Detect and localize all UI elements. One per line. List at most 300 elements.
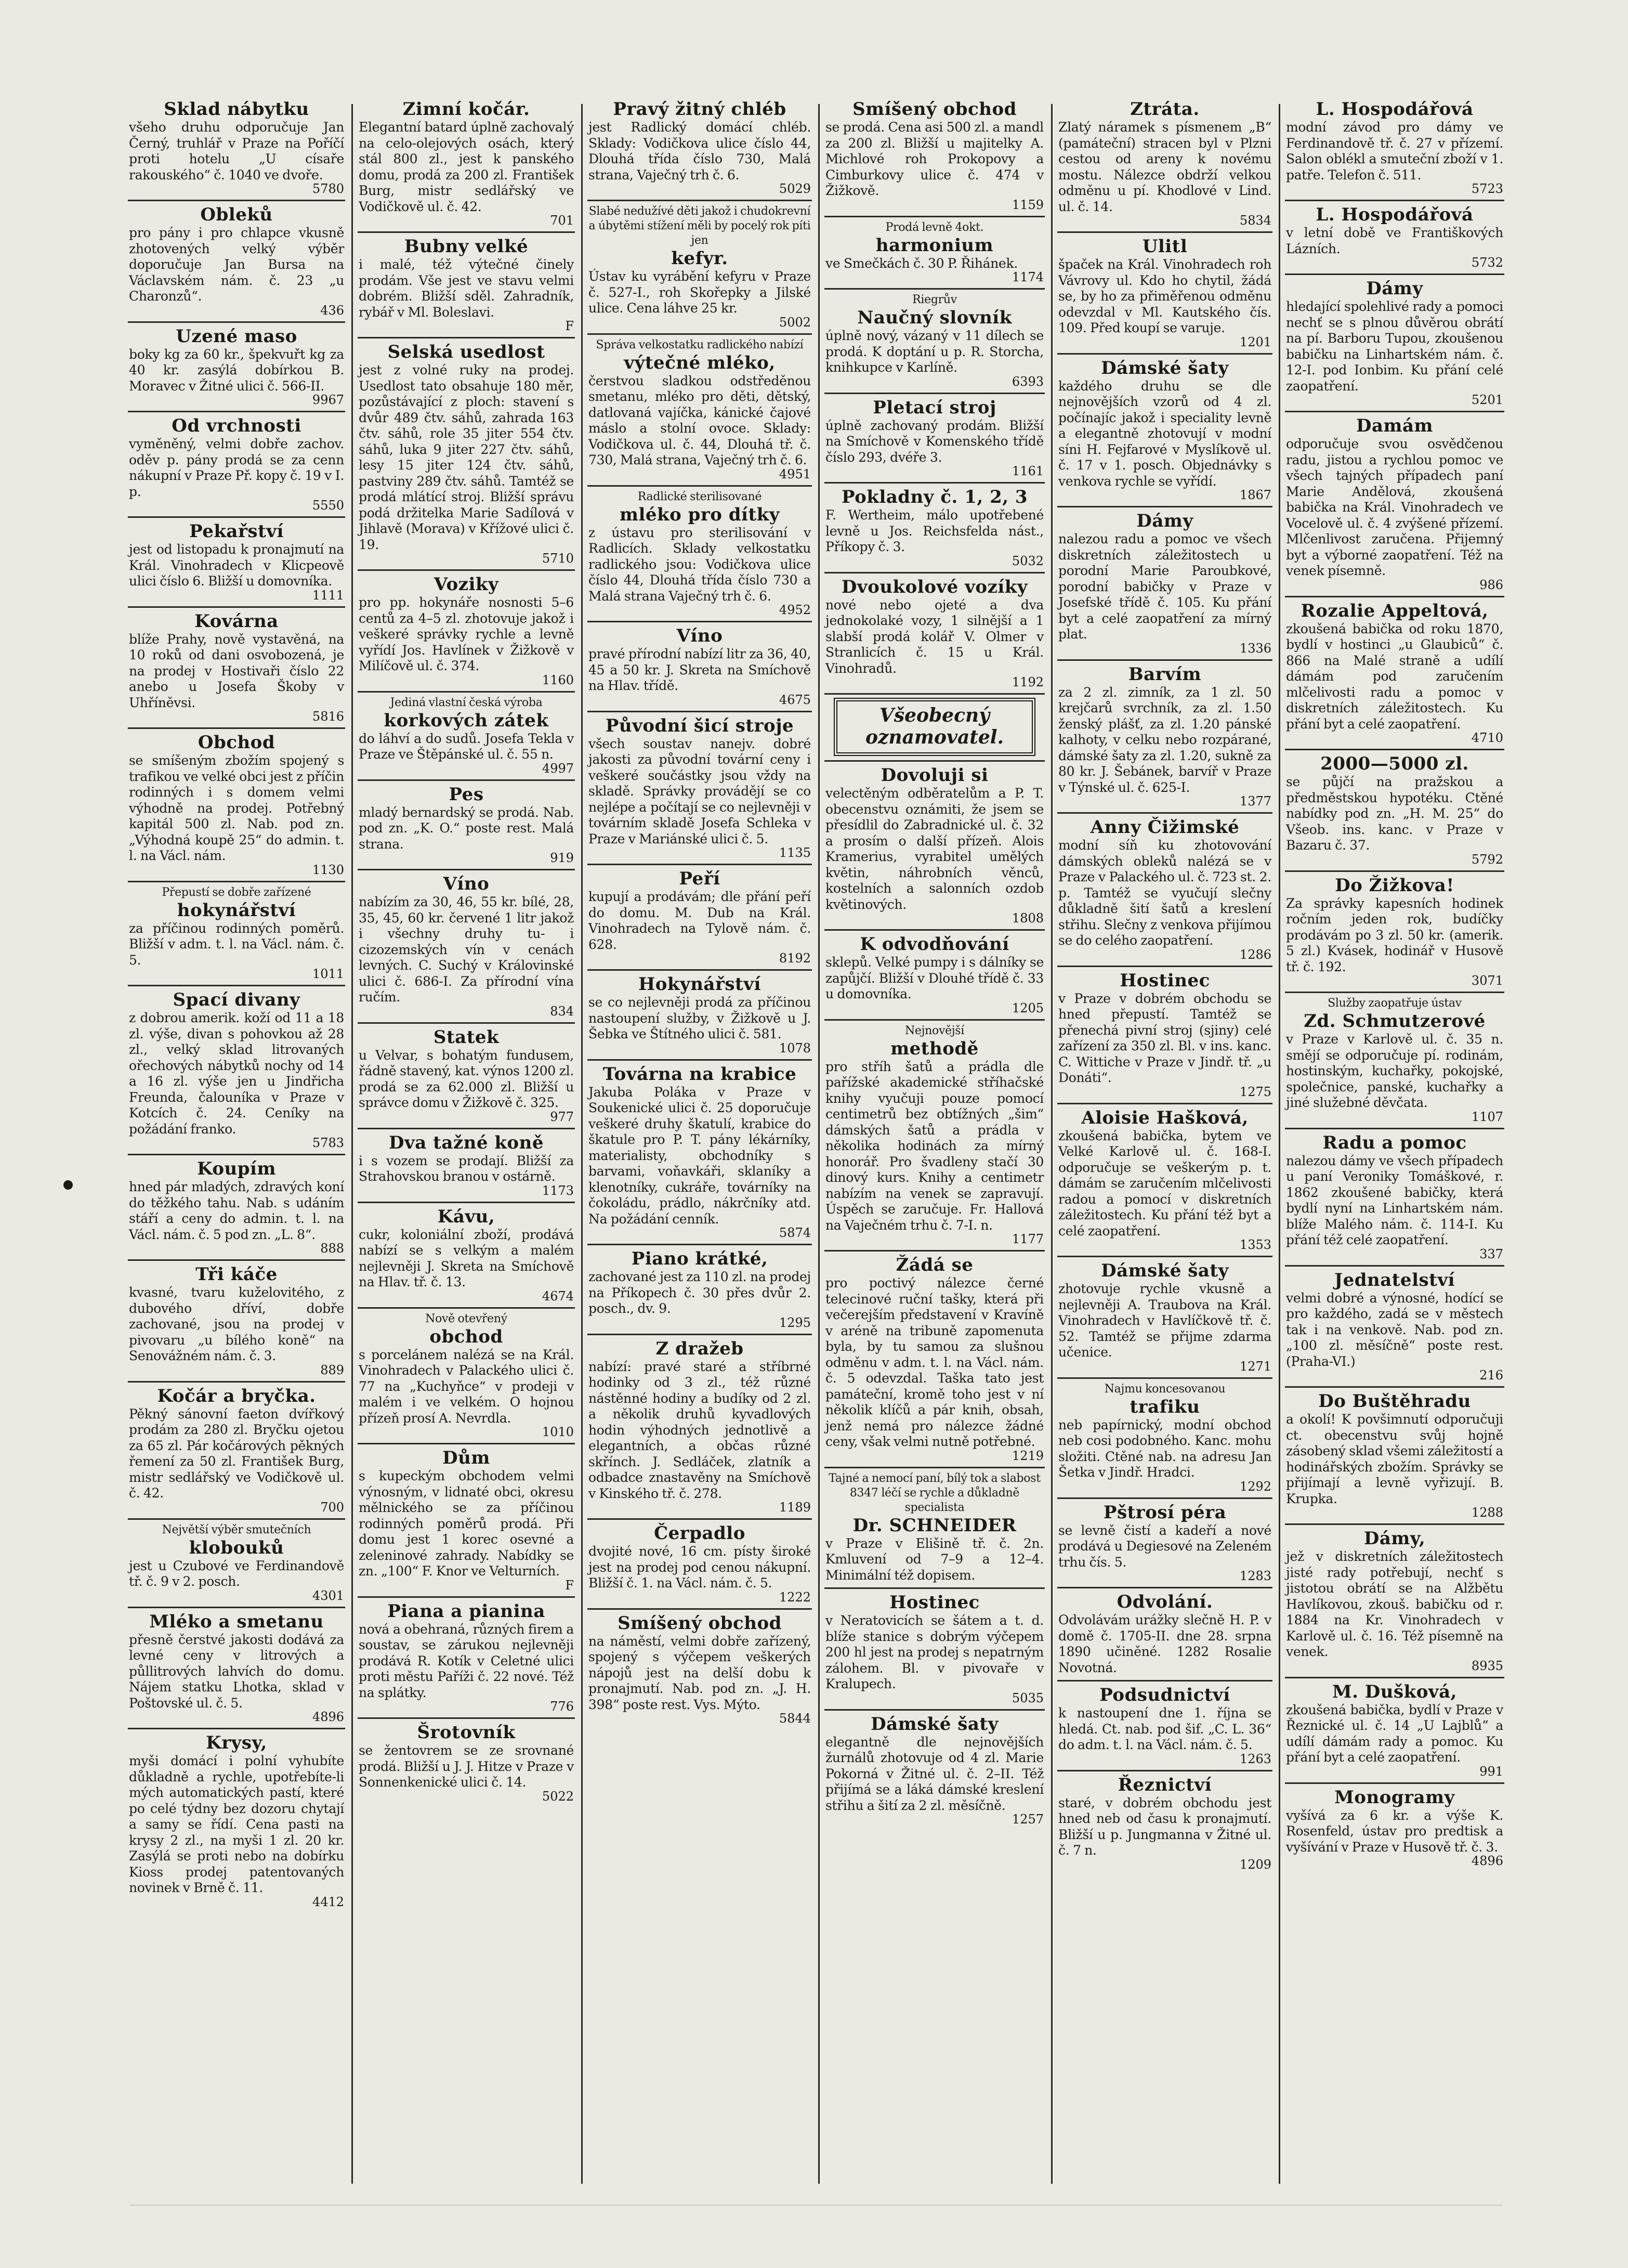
- ad-heading: Pes: [449, 784, 484, 805]
- ad-body: i s vozem se prodají. Bližší za Strahovskou branou v ostárně.: [359, 1153, 574, 1184]
- ad-heading: 2000—5000 zl.: [1320, 753, 1469, 774]
- ad-heading: Obleků: [200, 204, 273, 225]
- ad-separator: [128, 985, 345, 986]
- ad-number: 1205: [1012, 1000, 1044, 1015]
- classified-ad: [821, 765, 1048, 925]
- ad-number: 1271: [1239, 1359, 1271, 1374]
- classified-ad: [584, 868, 815, 965]
- ad-heading: Kávu,: [437, 1206, 495, 1227]
- classified-ad: [125, 1732, 348, 1909]
- ad-preheading: Nově otevřený: [425, 1312, 507, 1325]
- classified-ad: [1054, 358, 1276, 502]
- ad-body: se prodá. Cena asi 500 zl. a mandl za 200 zl. Bližší u majitelky A. Michlové roh Prokopovy a Cimburkovy ulice č. 474 v Žižkově.: [825, 120, 1044, 198]
- ad-separator: [1057, 1770, 1272, 1771]
- ad-number: 4896: [312, 1710, 344, 1724]
- ad-body: modní závod pro dámy ve Ferdinandově tř. č. 27 v přízemí. Salon oblékl a smuteční zboží v 1. patře. Telefon č. 511.: [1286, 120, 1503, 183]
- classified-ad: [1282, 1682, 1507, 1778]
- ad-number: 1177: [1012, 1232, 1044, 1246]
- ad-heading: Továrna na krabice: [602, 1063, 797, 1085]
- ad-heading: Dámy: [1136, 511, 1193, 531]
- classified-ad: [125, 1523, 348, 1602]
- ad-number: 889: [320, 1362, 344, 1377]
- ad-separator: [128, 1607, 345, 1608]
- classified-ad: [125, 1264, 348, 1377]
- ad-body: staré, v dobrém obchodu jest hned neb od času k pronajmutí. Bližší u p. Jungmanna v Žitné ul. č. 7 n.: [1058, 1795, 1271, 1858]
- ad-number: 6393: [1012, 374, 1044, 389]
- classified-ad: [1282, 753, 1507, 866]
- classified-ad: [584, 1064, 815, 1240]
- classified-ad: [821, 220, 1048, 284]
- ad-preheading: Jediná vlastní česká výroba: [390, 696, 543, 709]
- classified-ad: [355, 236, 578, 333]
- ad-number: 1295: [779, 1315, 811, 1330]
- ad-separator: [587, 864, 812, 865]
- classified-ad: [355, 1448, 578, 1592]
- ad-heading: Pravý žitný chléb: [613, 99, 786, 120]
- ad-separator: [128, 200, 345, 201]
- ad-separator: [587, 969, 812, 971]
- ad-heading: Hokynářství: [638, 974, 761, 995]
- ad-heading: Aloisie Hašková,: [1081, 1107, 1249, 1128]
- classified-ad: [355, 1601, 578, 1714]
- ad-body: zachované jest za 110 zl. na prodej na Příkopech č. 30 přes dvůr 2. posch., dv. 9.: [588, 1269, 811, 1316]
- ad-number: 8935: [1471, 1658, 1503, 1673]
- ad-heading: Čerpadlo: [654, 1523, 745, 1544]
- ad-separator: [1285, 596, 1504, 597]
- classified-ad: [1054, 1382, 1276, 1493]
- ad-body: nalezou radu a pomoc ve všech diskretních záležitostech u porodní Marie Paroubkové, porodní babičky v Praze v Josefské třídě č. 105. Ku přání byt a celé zaopatření za mírný plat.: [1058, 531, 1271, 642]
- ad-body: jež v diskretních záležitostech jisté rady potřebují, nechť s jistotou obrátí se na Alžbětu Havlíkovou, zkouš. babičku od r. 1884 na Kr. Vinohradech v Karlově ul. č. 16. Též písemně na venek.: [1286, 1549, 1503, 1659]
- ad-body: z dobrou amerik. koží od 11 a 18 zl. výše, divan s pohovkou až 28 zl., velký sklad litrovaných ořechových nábytků nochy od 14 a 16 zl. výše jen u Jindřicha Freunda, čalouníka v Praze v Kotcích č. 24. Ceníky na požádání franko.: [129, 1010, 344, 1137]
- newspaper-page: [125, 99, 1507, 2189]
- ad-separator: [358, 1022, 575, 1024]
- ad-separator: [128, 1259, 345, 1261]
- classified-ad: [1282, 1528, 1507, 1673]
- ad-heading: Hostinec: [1120, 970, 1210, 991]
- ad-separator: [128, 606, 345, 608]
- ad-heading: Dámské šaty: [1101, 1260, 1229, 1281]
- classified-ad: [584, 1613, 815, 1726]
- ad-body: nová a obehraná, různých firem a soustav, se zárukou nejlevněji prodává R. Kotík v Celetné ulici proti městu Paříži č. 22 nové. Též na splátky.: [359, 1621, 574, 1700]
- ad-number: 701: [550, 213, 574, 228]
- ad-heading: Dámské šaty: [1101, 357, 1229, 379]
- ad-body: ve Smečkách č. 30 P. Řihánek.: [825, 255, 1018, 271]
- column-rule: [818, 104, 820, 2184]
- ad-number: 1160: [542, 672, 574, 687]
- ad-number: 1173: [542, 1183, 574, 1198]
- ad-number: 977: [550, 1109, 574, 1124]
- ad-body: blíže Prahy, nově vystavěná, na 10 roků od dani osvobozená, je na prodej v Hostivaři číslo 22 anebo u Josefa Škoby v Uhříněvsi.: [129, 631, 344, 710]
- ad-number: 1161: [1012, 464, 1044, 478]
- ad-body: všech soustav nanejv. dobré jakosti za původní tovární ceny i veškeré součástky jsou vždy na skladě. Správky provádějí se co nejlépe a počítají se co nejlevněji v továrním skladě Josefa Schleka v Praze v Mariánské ulici č. 5.: [588, 736, 811, 846]
- ad-body: se žentovrem se ze srovnané prodá. Bližší u J. J. Hitze v Praze v Sonnenkenické ulici č. 14.: [359, 1743, 574, 1790]
- ad-number: F: [565, 319, 574, 333]
- classified-ad: [355, 784, 578, 865]
- ad-separator: [358, 569, 575, 571]
- ad-body: za příčinou rodinných poměrů. Bližší v adm. t. l. na Václ. nám. č. 5.: [129, 920, 344, 968]
- ad-separator: [824, 1250, 1045, 1252]
- ad-heading: Smíšený obchod: [618, 1612, 782, 1634]
- ad-body: Odvolávám urážky slečně H. P. v domě č. 1705-II. dne 28. srpna 1890 učiněné. 1282 Rosalie Novotná.: [1058, 1612, 1271, 1675]
- classified-ad: [584, 338, 815, 481]
- ad-body: odporučuje svou osvědčenou radu, jistou a rychlou pomoc ve všech tajných případech paní Marie Andělová, zkoušená babička na Král. Vinohradech ve Vocelově ul. č. 4 zvýšené přízemí. Mlčenlivost zaručena. Přijemný byt a výborné zaopatření. Též na venek písemně.: [1286, 436, 1503, 578]
- ad-separator: [358, 691, 575, 693]
- ad-separator: [128, 1381, 345, 1383]
- ad-number: 5550: [312, 498, 344, 513]
- ad-number: 776: [550, 1699, 574, 1714]
- ad-body: jest z volné ruky na prodej. Usedlost tato obsahuje 180 měr, pozůstávající z ploch: stavení s dvůr 489 čtv. sáhů, zahrada 163 čtv. sáhů, role 35 jiter 554 čtv. sáhů, luka 9 jiter 227 čtv. sáhů, lesy 15 jiter 124 čtv. sáhů, pastviny 289 čtv. sáhů. Tamtéž se prodá mlátící stroj. Bližší správu podá držitelka Marie Sadílová v Jihlavě (Morava) v Křížové ulici č. 19.: [359, 362, 574, 552]
- ad-body: s porcelánem nalézá se na Král. Vinohradech v Palackého ulici č. 77 na „Kuchyňce“ v prodeji v malém i ve velkém. O hojnou přízeň prosí A. Nevrdla.: [359, 1347, 574, 1426]
- ad-heading: Tři káče: [195, 1264, 278, 1285]
- classified-ad: [355, 574, 578, 687]
- ad-separator: [824, 482, 1045, 484]
- ad-heading: Víno: [676, 625, 723, 646]
- ad-number: 888: [320, 1241, 344, 1256]
- ad-body: Zlatý náramek s písmenem „B“ (památeční) stracen byl v Plzni cestou od areny k novému mostu. Nálezce obdrží velkou odměnu u pí. Khodlové v Lind. ul. č. 14.: [1058, 120, 1271, 214]
- ad-heading: Radu a pomoc: [1322, 1132, 1467, 1153]
- classified-ad: [1054, 1260, 1276, 1373]
- ad-number: 700: [320, 1500, 344, 1515]
- ad-body: v Neratovicích se šátem a t. d. blíže stanice s dobrým výčepem 200 hl jest na prodej s nepatrným zálohem. Bl. v pivovaře v Kralupech.: [825, 1613, 1044, 1691]
- ad-number: 5874: [779, 1226, 811, 1240]
- classified-ad: [1054, 817, 1276, 961]
- ad-separator: [1285, 1523, 1504, 1525]
- ad-body: Ústav ku vyrábění kefyru v Praze č. 527-I., roh Skořepky a Jilské ulice. Cena láhve 25 kr.: [588, 269, 811, 316]
- ad-separator: [587, 485, 812, 487]
- ad-separator: [128, 881, 345, 882]
- ad-body: v Praze v dobrém obchodu se hned přepustí. Tamtéž se přenechá pivní stroj (sjiny) celé zařízení za 350 zl. Bl. v ins. kanc. C. Wittiche v Praze v Jindř. tř. „u Donáti“.: [1058, 990, 1271, 1085]
- ad-body: úplně zachovaný prodám. Bližší na Smíchově v Komenského třídě číslo 293, dvéře 3.: [825, 418, 1044, 465]
- classified-ad: [1282, 1787, 1507, 1868]
- ad-heading: mléko pro dítky: [619, 504, 780, 525]
- ad-number: 337: [1479, 1246, 1503, 1261]
- ad-heading: Řeznictví: [1118, 1774, 1212, 1795]
- ad-number: 991: [1479, 1764, 1503, 1779]
- classified-ad: [355, 1312, 578, 1439]
- ad-number: 4896: [1471, 1854, 1503, 1868]
- ad-number: 3071: [1471, 973, 1503, 988]
- ad-separator: [128, 1728, 345, 1729]
- ad-heading: Víno: [443, 874, 490, 894]
- classified-ad: [1282, 1132, 1507, 1261]
- ad-separator: [1057, 812, 1272, 814]
- ad-number: 216: [1479, 1368, 1503, 1383]
- classified-ad: [125, 732, 348, 877]
- section-heading-box: Všeobecný oznamovatel.: [834, 698, 1035, 756]
- ad-separator: [1057, 231, 1272, 233]
- ad-heading: Damám: [1356, 415, 1433, 436]
- ad-separator: [587, 1608, 812, 1610]
- ad-body: myši domácí i polní vyhubíte důkladně a rychle, upotřebíte-li mých automatických pastí, které po celé týdny bez dozoru chytají a samy se řídí. Cena pasti na krysy 2 zl., na myši 1 zl. 20 kr. Zasýlá se proti nebo na dobírku Kioss prodej patentovaných novinek v Brně č. 11.: [129, 1753, 344, 1895]
- ad-number: 5834: [1239, 213, 1271, 228]
- ad-heading: Pštrosí péra: [1103, 1502, 1227, 1523]
- ad-separator: [1285, 273, 1504, 275]
- ad-number: 4952: [779, 603, 811, 617]
- ad-heading: Od vrchnosti: [172, 415, 301, 436]
- ad-separator: [587, 333, 812, 335]
- classified-ad: [1054, 1502, 1276, 1583]
- ad-heading: Dr. SCHNEIDER: [852, 1515, 1017, 1536]
- ad-heading: Do Buštěhradu: [1318, 1391, 1471, 1412]
- ad-separator: [1285, 1677, 1504, 1678]
- ad-heading: Uzené maso: [176, 325, 297, 347]
- classified-ad: [584, 490, 815, 617]
- ad-number: 1135: [779, 845, 811, 860]
- ad-body: a okolí! K povšimnutí odporučuji ct. obecenstvu svůj hojně zásobený sklad všemi záležitostí a hodinářských zbožím. Správky se přijímají a levně vyřizují. B. Krupka.: [1286, 1412, 1503, 1506]
- ad-body: dvojité nové, 16 cm. písty široké jest na prodej pod cenou nákupní. Bližší č. 1. na Václ. nám. č. 5.: [588, 1544, 811, 1591]
- ad-body: do láhví a do sudů. Josefa Tekla v Praze ve Štěpánské ul. č. 55 n.: [359, 731, 574, 762]
- ad-body: velmi dobré a výnosné, hodící se pro každého, zadá se v městech tak i na venkově. Nab. pod zn. „100 zl. měsíčně“ poste rest. (Praha-VI.): [1286, 1290, 1503, 1369]
- ad-heading: Piana a pianina: [387, 1600, 545, 1622]
- ad-heading: Dva tažné koně: [389, 1132, 544, 1153]
- classified-ad: [125, 1158, 348, 1255]
- ad-heading: Monogramy: [1334, 1787, 1455, 1808]
- ad-heading: Dámy,: [1363, 1528, 1426, 1549]
- ad-number: 1209: [1239, 1857, 1271, 1872]
- column-6: [1282, 99, 1507, 2189]
- classified-ad: [355, 1027, 578, 1124]
- classified-ad: [1054, 99, 1276, 227]
- ad-heading: Spací divany: [173, 989, 300, 1010]
- ad-body: Elegantní batard úplně zachovalý na celo-olejových osách, který stál 800 zl., jest k panského domu, prodá za 200 zl. František Burg, mistr sedlářský ve Vodičkově ul. č. 42.: [359, 120, 574, 214]
- ad-separator: [358, 779, 575, 781]
- ad-separator: [824, 1587, 1045, 1589]
- classified-ad: [1282, 996, 1507, 1124]
- ad-body: zhotovuje rychle vkusně a nejlevněji A. Traubova na Král. Vinohradech v Havlíčkově tř. č. 52. Tamtéž se přijme zdarma učenice.: [1058, 1281, 1271, 1360]
- classified-ad: [584, 1338, 815, 1515]
- ad-body: v Praze v Karlově ul. č. 35 n. smějí se odporučuje pí. rodinám, hostinským, kuchařky, pokojské, společnice, panské, kuchařky a jiné služebné děvčata.: [1286, 1032, 1503, 1110]
- ad-separator: [1057, 1256, 1272, 1257]
- ad-separator: [1057, 659, 1272, 661]
- classified-ad: [1282, 278, 1507, 407]
- ad-separator: [1285, 992, 1504, 993]
- ad-number: 1867: [1239, 488, 1271, 502]
- ad-number: 1263: [1239, 1751, 1271, 1766]
- ad-heading: Bubny velké: [404, 236, 529, 257]
- classified-ad: [821, 293, 1048, 388]
- ad-body: jest Radlický domácí chléb. Sklady: Vodičkova ulice číslo 44, Dlouhá třída číslo 730, Malá strana, Vaječný trh č. 6.: [588, 120, 811, 183]
- ad-number: 5035: [1012, 1690, 1044, 1705]
- ad-heading: Ztráta.: [1130, 99, 1200, 120]
- ad-heading: Voziky: [434, 574, 499, 595]
- ad-body: kupují a prodávám; dle přání peří do domu. M. Dub na Král. Vinohradech na Tylově nám. č. 628.: [588, 889, 811, 952]
- ad-body: i malé, též výtečné činely prodám. Vše jest ve stavu velmi dobrém. Bližší sděl. Zahradník, rybář v Ml. Boleslavi.: [359, 257, 574, 320]
- classified-ad: [821, 99, 1048, 212]
- ad-body: jest u Czubové ve Ferdinandově tř. č. 9 v 2. posch.: [129, 1558, 344, 1589]
- ad-heading: Kovárna: [194, 610, 279, 632]
- ad-body: z ústavu pro sterilisování v Radlicích. Sklady velkostatku radlického jsou: Vodičkova ulice číslo 44, Dlouhá třída číslo 730 a Malá strana Vaječný trh č. 6.: [588, 525, 811, 604]
- ad-number: 1353: [1239, 1237, 1271, 1252]
- ad-body: pravé přírodní nabízí litr za 36, 40, 45 a 50 kr. J. Skreta na Smíchově na Hlav. třídě.: [588, 646, 811, 693]
- ad-heading: Obchod: [198, 732, 275, 753]
- ad-heading: Pekařství: [189, 521, 284, 542]
- ad-separator: [358, 231, 575, 233]
- ad-body: kvasné, tvaru kuželovitého, z dubového dříví, dobře zachované, jsou na prodej v pivovaru „u bílého koně“ na Senovážném nám. č. 3.: [129, 1285, 344, 1363]
- ad-separator: [1057, 1680, 1272, 1682]
- ad-separator: [587, 711, 812, 712]
- ad-heading: L. Hospodářová: [1316, 99, 1474, 120]
- ad-body: v letní době ve Františkových Lázních.: [1286, 225, 1503, 256]
- classified-ad: [584, 1248, 815, 1329]
- column-rule: [1279, 104, 1280, 2184]
- ad-number: 1222: [779, 1589, 811, 1605]
- ad-heading: Šrotovník: [417, 1722, 516, 1743]
- column-4: [821, 99, 1048, 2189]
- ad-separator: [1285, 1265, 1504, 1267]
- ad-heading: Do Žižkova!: [1335, 875, 1454, 896]
- classified-ad: [821, 487, 1048, 568]
- ad-preheading: Přepustí se dobře zařízené: [162, 885, 311, 899]
- classified-ad: [1282, 99, 1507, 195]
- ad-heading: methodě: [890, 1038, 979, 1059]
- classified-ad: [1054, 1775, 1276, 1871]
- ad-number: 1010: [542, 1425, 574, 1439]
- classified-ad: [1282, 204, 1507, 269]
- ad-body: za 2 zl. zimník, za 1 zl. 50 krejčarů svrchník, za zl. 1.50 ženský plášť, za zl. 1.20 pánské kalhoty, v celku nebo rozpárané, dámské šaty za zl. 1.20, sukně za 80 kr. J. Šebánek, barvíř v Praze v Týnské ul. č. 625-I.: [1058, 684, 1271, 795]
- classified-ad: [355, 99, 578, 227]
- ad-separator: [128, 516, 345, 518]
- ad-heading: Zimní kočár.: [402, 99, 530, 120]
- ad-body: zkoušená babička, bydlí v Praze v Řeznické ul. č. 14 „U Lajblů“ a udílí dámám rady a pomoc. Ku přání byt a celé zaopatření.: [1286, 1702, 1503, 1765]
- ad-number: 5780: [312, 181, 344, 196]
- ad-body: pro pány i pro chlapce vkusně zhotovených velký výběr doporučuje Jan Bursa na Václavském nám. č. 23 „u Charonzů“.: [129, 225, 344, 304]
- ad-heading: Selská usedlost: [387, 342, 545, 362]
- classified-ad: [584, 1523, 815, 1604]
- ad-body: se smíšeným zbožím spojený s trafikou ve velké obci jest z příčin rodinných i s domem velmi výhodně na prodej. Potřebný kapitál 500 zl. Nab. pod zn. „Výhodná koupě 25“ do admin. t. l. na Václ. nám.: [129, 753, 344, 863]
- ad-body: Za správky kapesních hodinek ročním jeden rok, budíčky prodávám po 3 zl. 50 kr. (amerik. 5 zl.) Kvásek, hodinář v Husově tř. č. 192.: [1286, 895, 1503, 974]
- ad-number: 436: [320, 303, 344, 318]
- ad-number: 1130: [312, 862, 344, 877]
- ad-heading: Dovoluji si: [881, 765, 989, 786]
- classified-ad: [584, 99, 815, 195]
- ad-separator: [358, 337, 575, 338]
- ad-preheading: Najmu koncesovanou: [1104, 1382, 1226, 1396]
- ad-number: 1078: [779, 1040, 811, 1055]
- ad-separator: [358, 1202, 575, 1203]
- classified-ad: [1282, 1391, 1507, 1519]
- ad-heading: trafiku: [1130, 1396, 1200, 1417]
- ad-number: F: [565, 1578, 574, 1593]
- classified-ad: [821, 1592, 1048, 1705]
- ad-number: 4301: [312, 1588, 344, 1603]
- classified-ad: [584, 974, 815, 1055]
- ad-body: cukr, koloniální zboží, prodává nabízí se s velkým a malém nejlevněji J. Skreta na Smíchově na Hlav. tř. č. 13.: [359, 1227, 574, 1289]
- classified-ad: [125, 326, 348, 407]
- ad-preheading: Prodá levně 4okt.: [885, 220, 984, 234]
- ad-preheading: Slabé nedužívé děti jakož i chudokrevní a úbytěmi stížení měli by pocelý rok píti jen: [588, 205, 811, 247]
- column-rule: [1051, 104, 1053, 2184]
- ad-preheading: Největší výběr smutečních: [162, 1523, 311, 1536]
- classified-ad: [821, 1255, 1048, 1463]
- column-5: [1054, 99, 1276, 2189]
- ad-heading: Sklad nábytku: [164, 99, 309, 120]
- ad-heading: Původní šicí stroje: [605, 715, 794, 736]
- ad-number: 5844: [779, 1711, 811, 1726]
- ad-heading: Piano krátké,: [631, 1248, 768, 1269]
- ad-separator: [1057, 1377, 1272, 1379]
- classified-ad: [125, 99, 348, 195]
- ad-number: 1107: [1471, 1109, 1503, 1124]
- ad-body: na náměstí, velmi dobře zařízený, spojený s výčepem veškerých nápojů jest na delší dobu k pronajmutí. Nab. pod zn. „J. H. 398“ poste rest. Vys. Mýto.: [588, 1633, 811, 1712]
- ad-body: zkoušená babička od roku 1870, bydlí v hostinci „u Glaubiců“ č. 866 na Malé straně a udílí dámám pod zaručením mlčelivosti radu a pomoc v diskretních záležitostech. Ku přání byt a celé zaopatření.: [1286, 621, 1503, 732]
- classified-ad: [821, 934, 1048, 1015]
- ad-separator: [358, 1128, 575, 1129]
- ad-number: 834: [550, 1003, 574, 1019]
- classified-ad: [125, 611, 348, 724]
- classified-ad: [1054, 511, 1276, 655]
- ad-separator: [1285, 1386, 1504, 1388]
- ad-heading: kefyr.: [671, 248, 728, 269]
- ad-preheading: Tajné a nemocí paní, bílý tok a slabost 8347 léčí se rychle a důkladně specialista: [829, 1471, 1041, 1514]
- ad-separator: [358, 869, 575, 870]
- ad-heading: korkových zátek: [384, 710, 549, 731]
- ad-separator: [128, 1154, 345, 1155]
- ad-separator: [824, 393, 1045, 394]
- ad-heading: Statek: [433, 1026, 500, 1048]
- ad-separator: [128, 411, 345, 412]
- ad-separator: [824, 216, 1045, 217]
- ad-heading: Kočár a bryčka.: [157, 1385, 316, 1406]
- ad-preheading: Nejnovější: [904, 1024, 965, 1037]
- ad-separator: [1285, 749, 1504, 750]
- classified-ad: [821, 1471, 1048, 1584]
- ink-dot: [63, 1180, 73, 1190]
- ad-number: 4675: [779, 692, 811, 707]
- ad-heading: K odvodňování: [860, 934, 1009, 955]
- ad-number: 4674: [542, 1288, 574, 1304]
- ad-body: pro stříh šatů a prádla dle pařížské akademické stříhačské knihy vyučuji pouze pomocí centimetrů bez obtížných „šim“ dámských šatů a prádla v několika hodinách za mírný honorář. Pro švadleny stačí 30 dinový kurs. Knihy a centimetr nabízím na venek se zapravují. Úspěch se zaručuje. Fr. Hallová na Vaječném trhu č. 7-I. n.: [825, 1059, 1044, 1233]
- ad-heading: klobouků: [189, 1537, 284, 1558]
- ad-separator: [587, 1518, 812, 1520]
- ad-heading: L. Hospodářová: [1316, 204, 1474, 225]
- ad-number: 5783: [312, 1136, 344, 1150]
- ad-body: přesně čerstvé jakosti dodává za levné ceny v litrových a půllitrových lahvích do domu. Nájem statku Lhotka, sklad v Poštovské ul. č. 5.: [129, 1632, 344, 1711]
- ad-body: vyšívá za 6 kr. a výše K. Rosenfeld, ústav pro predtisk a vyšívání v Praze v Husově tř. č. 3.: [1286, 1807, 1503, 1855]
- ad-separator: [587, 1334, 812, 1335]
- ad-heading: Žádá se: [896, 1255, 974, 1275]
- classified-ad: [584, 204, 815, 329]
- ad-heading: Barvím: [1128, 663, 1202, 685]
- classified-ad: [125, 521, 348, 602]
- column-2: [355, 99, 578, 2189]
- ad-body: F. Wertheim, málo upotřebené levně u Jos. Reichsfelda nást., Příkopy č. 3.: [825, 507, 1044, 554]
- ad-heading: Pletací stroj: [873, 397, 996, 418]
- ad-body: jest od listopadu k pronajmutí na Král. Vinohradech v Klicpeově ulici číslo 6. Bližší u domovníka.: [129, 542, 344, 589]
- ad-body: zkoušená babička, bytem ve Velké Karlově ul. č. 168-I. odporučuje se veškerým p. t. dámám se zaručením mlčelivosti radou a pomocí v diskretních záležitostech. Ku přání též byt a celé zaopatření.: [1058, 1128, 1271, 1239]
- ad-separator: [1057, 1497, 1272, 1499]
- classified-ad: [821, 698, 1048, 756]
- ad-body: velectěným odběratelům a P. T. obecenstvu oznámiti, že jsem se přesídlil do Zabradnické ul. č. 32 a prosím o další přízeň. Alois Kramerius, vyrabitel umělých květin, náhrobních věnců, kostelních a salonních ozdob květinových.: [825, 786, 1044, 912]
- ad-body: elegantně dle nejnovějších žurnálů zhotovuje od 4 zl. Marie Pokorná v Žitné ul. č. 2–II. Též přijímá se a láká dámské kreslení střihu a šití za 2 zl. měsíčně.: [825, 1734, 1044, 1813]
- ad-number: 1219: [1012, 1448, 1044, 1463]
- ad-body: neb papírnický, modní obchod neb cosi podobného. Kanc. mohu složiti. Ctěné nab. na adresu Jan Šetka v Jindř. Hradci.: [1058, 1417, 1271, 1480]
- classified-ad: [125, 989, 348, 1150]
- ad-separator: [824, 693, 1045, 695]
- column-1: [125, 99, 348, 2189]
- ad-body: nabízí: pravé staré a stříbrné hodinky od 3 zl., též různé nástěnné hodiny a budíky od 2 zl. a několik druhů kyvadlových hodin výhodných jednotlivě a elegantních, a občas různé skřínch. J. Sedláček, zlatník a odbadce znastavěny na Smíchově v Kinského tř. č. 278.: [588, 1359, 811, 1501]
- ad-number: 1286: [1239, 947, 1271, 962]
- classified-ad: [1054, 236, 1276, 349]
- ad-heading: Z dražeb: [655, 1338, 744, 1359]
- ad-body: vyměněný, velmi dobře zachov. oděv p. pány prodá se za cenn nákupní v Praze Př. kopy č. 19 v I. p.: [129, 436, 344, 499]
- ad-heading: výtečné mléko,: [624, 352, 776, 373]
- classified-ad: [1054, 1592, 1276, 1676]
- ad-number: 5022: [542, 1789, 574, 1804]
- ad-number: 5723: [1471, 181, 1503, 196]
- ad-heading: Smíšený obchod: [852, 99, 1017, 120]
- ad-separator: [1285, 870, 1504, 872]
- ad-heading: Peří: [679, 868, 720, 889]
